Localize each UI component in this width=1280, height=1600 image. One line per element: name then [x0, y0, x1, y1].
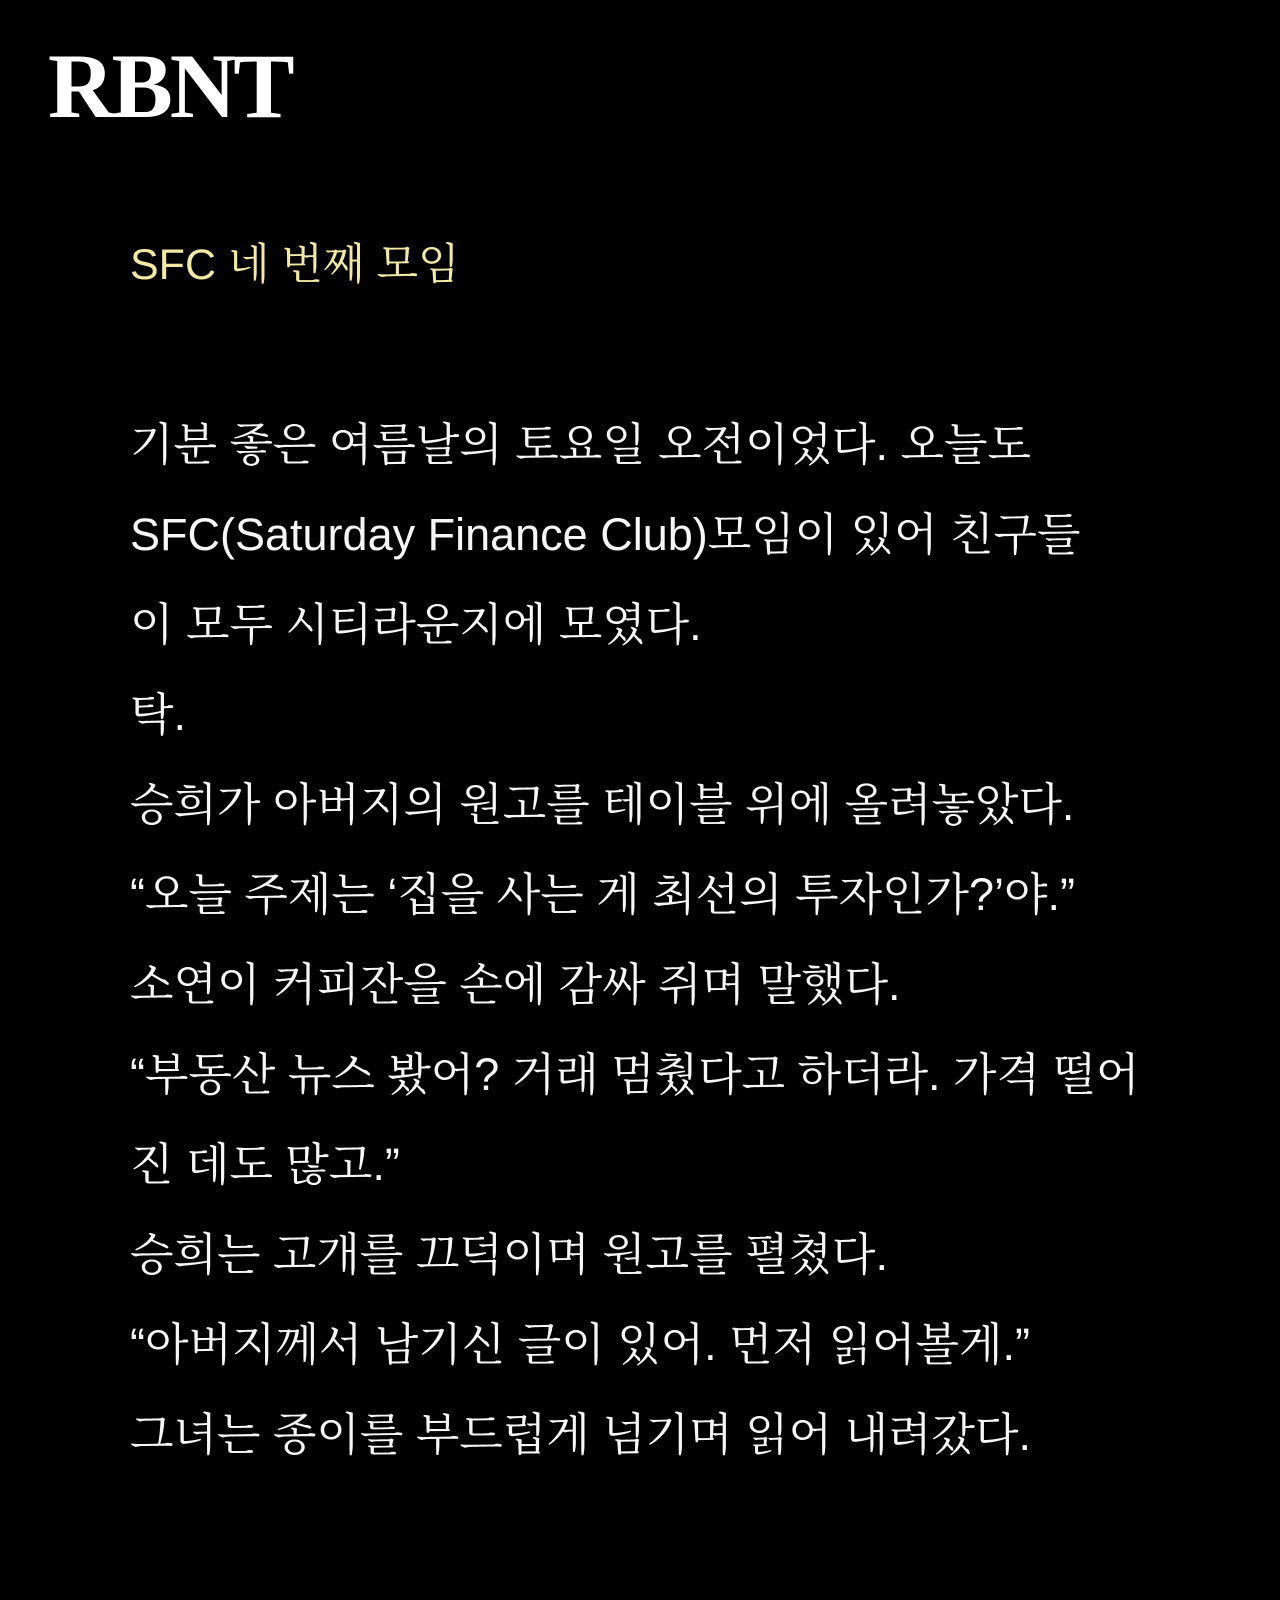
- body-line: “오늘 주제는 ‘집을 사는 게 최선의 투자인가?’야.”: [130, 869, 1075, 920]
- body-line: 승희가 아버지의 원고를 테이블 위에 올려놓았다.: [130, 779, 1075, 830]
- chapter-body: [130, 400, 1190, 1480]
- body-line: 승희는 고개를 끄덕이며 원고를 펼쳤다.: [130, 1229, 889, 1280]
- body-line: 진 데도 많고.”: [130, 1139, 400, 1190]
- body-line: “부동산 뉴스 봤어? 거래 멈췄다고 하더라. 가격 떨어: [130, 1049, 1140, 1100]
- body-line: SFC(Saturday Finance Club)모임이 있어 친구들: [130, 509, 1081, 560]
- body-line: 이 모두 시티라운지에 모였다.: [130, 599, 702, 650]
- body-line: 소연이 커피잔을 손에 감싸 쥐며 말했다.: [130, 959, 901, 1010]
- body-line: 그녀는 종이를 부드럽게 넘기며 읽어 내려갔다.: [130, 1409, 1031, 1460]
- body-line: 기분 좋은 여름날의 토요일 오전이었다. 오늘도: [130, 419, 1031, 470]
- brand-logo[interactable]: RBNT: [48, 35, 292, 137]
- body-line: 탁.: [130, 689, 186, 740]
- chapter-subtitle: SFC 네 번째 모임: [130, 241, 460, 289]
- body-line: “아버지께서 남기신 글이 있어. 먼저 읽어볼게.”: [130, 1319, 1030, 1370]
